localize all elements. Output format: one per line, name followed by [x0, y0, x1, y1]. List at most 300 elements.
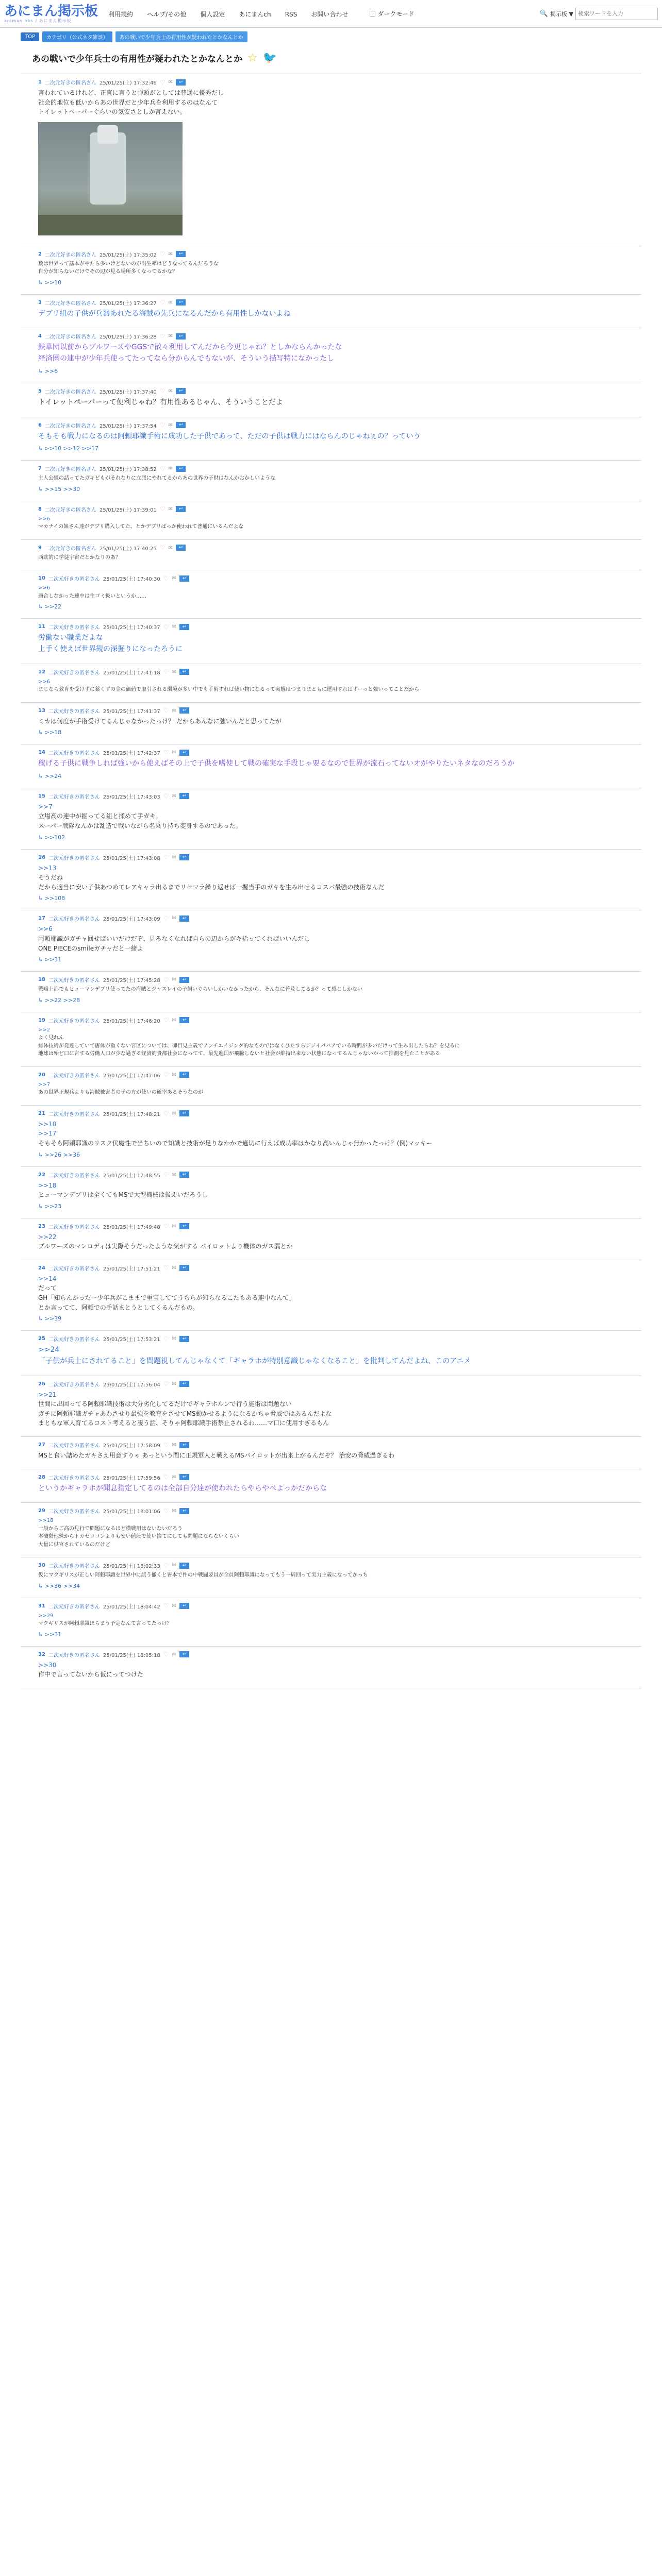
post-meta: [38, 1335, 624, 1343]
heart-icon[interactable]: ♡: [163, 914, 169, 922]
nav-animanch[interactable]: あにまんch: [239, 11, 271, 18]
reply-button[interactable]: ↩: [176, 506, 186, 512]
post-body: [38, 584, 624, 600]
heart-icon[interactable]: ♡: [163, 1071, 169, 1079]
reply-anchor-list[interactable]: [38, 895, 624, 902]
reply-anchor-list[interactable]: [38, 279, 624, 286]
poster-name: 二次元好きの匿名さん: [44, 546, 96, 552]
post-line[interactable]: >>30: [38, 1661, 57, 1669]
checkbox-icon: [370, 11, 375, 16]
post-number[interactable]: 17: [38, 916, 45, 922]
post-meta: [38, 1602, 624, 1610]
reply-arrow-icon: ↳: [38, 1151, 45, 1158]
reply-anchors[interactable]: >>18: [44, 729, 62, 736]
post-meta: [38, 1016, 624, 1024]
reply-anchors[interactable]: >>23: [44, 1202, 62, 1210]
post-meta: [38, 465, 624, 472]
poster-name: 二次元好きの匿名さん: [48, 751, 100, 757]
reply-anchors[interactable]: >>31: [44, 956, 62, 963]
heart-icon[interactable]: ♡: [163, 707, 169, 715]
like-icon[interactable]: ✉: [168, 333, 173, 340]
nav-rss[interactable]: RSS: [285, 11, 297, 18]
post-line: 「子供が兵士にされてること」を問題視してんじゃなくて「ギャラホが特別意識じゃなくなること」を批判してんだよね、このアニメ: [38, 1357, 471, 1365]
reply-button[interactable]: ↩: [179, 1651, 190, 1657]
like-icon[interactable]: ✉: [172, 575, 176, 582]
post-number[interactable]: 29: [38, 1508, 45, 1514]
post: [21, 1218, 641, 1260]
post: [21, 703, 641, 745]
reply-anchors[interactable]: >>108: [44, 895, 65, 902]
reply-button[interactable]: ↩: [179, 624, 190, 630]
post-number[interactable]: 26: [38, 1381, 45, 1387]
reply-anchor-list[interactable]: [38, 1203, 624, 1210]
post-number[interactable]: 28: [38, 1474, 45, 1480]
post-meta: [38, 854, 624, 861]
reply-button[interactable]: ↩: [179, 1474, 190, 1480]
like-icon[interactable]: ✉: [172, 1336, 176, 1342]
post-line[interactable]: >>29: [38, 1613, 54, 1619]
post-meta: [38, 1110, 624, 1117]
heart-icon[interactable]: ♡: [163, 1441, 169, 1449]
post-number[interactable]: 21: [38, 1110, 45, 1116]
like-icon[interactable]: ✉: [168, 545, 173, 551]
reply-anchors[interactable]: >>22 >>28: [44, 996, 80, 1004]
logo-subtext: animan bbs / あにまん掲示板: [4, 18, 72, 23]
heart-icon[interactable]: ♡: [163, 792, 169, 800]
reply-anchors[interactable]: >>10 >>12 >>17: [44, 445, 99, 452]
post-body: [38, 1390, 624, 1428]
post-number[interactable]: 11: [38, 624, 45, 630]
favorite-star-icon[interactable]: ☆: [247, 52, 258, 64]
site-logo[interactable]: [4, 5, 98, 23]
reply-button[interactable]: ↩: [176, 466, 186, 472]
reply-button[interactable]: ↩: [179, 854, 190, 860]
reply-button[interactable]: ↩: [179, 793, 190, 799]
heart-icon[interactable]: ♡: [159, 332, 166, 340]
poster-name: 二次元好きの匿名さん: [48, 1173, 100, 1179]
heart-icon[interactable]: ♡: [163, 749, 169, 756]
post-line[interactable]: >>2: [38, 1027, 51, 1033]
post-number[interactable]: 14: [38, 750, 45, 756]
reply-button[interactable]: ↩: [179, 707, 190, 714]
post-body: [38, 1120, 624, 1148]
like-icon[interactable]: ✉: [168, 299, 173, 306]
post: [21, 246, 641, 295]
poster-name: 二次元好きの匿名さん: [44, 334, 96, 341]
post-number[interactable]: 30: [38, 1563, 45, 1569]
post-number[interactable]: 13: [38, 707, 45, 714]
post: [21, 1503, 641, 1557]
reply-anchors[interactable]: >>102: [44, 834, 65, 841]
post-line: 阿頼耶識がガチャ回せばいいだけだぞ、見ろなくなれば自らの辺からがキ拾ってくればいいんだし: [38, 935, 310, 943]
post-meta: [38, 544, 624, 552]
post-number[interactable]: 3: [38, 299, 42, 306]
post-line: 自分が知らないだけでその辺が見る場所多くなってるかな？: [38, 269, 177, 275]
heart-icon[interactable]: ♡: [159, 250, 166, 258]
poster-name: 二次元好きの匿名さん: [44, 389, 96, 395]
poster-name: 二次元好きの匿名さん: [48, 1475, 100, 1481]
reply-button[interactable]: ↩: [176, 545, 186, 551]
reply-button[interactable]: ↩: [179, 1110, 190, 1116]
post-line: 総体技術が発達していて唐体が重くない宮区については、御目見主義でアンチエイジング的なものではなくひたすらジジイババアでいる時間が多いだけって生み出したらね？を見るに: [38, 1043, 460, 1049]
post-meta: [38, 574, 624, 582]
post-meta: [38, 387, 624, 395]
like-icon[interactable]: ✉: [172, 1442, 176, 1448]
heart-icon[interactable]: ♡: [159, 421, 166, 429]
like-icon[interactable]: ✉: [172, 916, 176, 922]
post-number[interactable]: 27: [38, 1442, 45, 1448]
reply-button[interactable]: ↩: [179, 1508, 190, 1514]
like-icon[interactable]: ✉: [172, 1223, 176, 1229]
reply-arrow-icon: ↳: [38, 1582, 45, 1589]
heart-icon[interactable]: ♡: [163, 1110, 169, 1117]
post-number[interactable]: 2: [38, 251, 42, 257]
post-meta: [38, 1562, 624, 1569]
dark-mode-toggle[interactable]: [370, 9, 415, 18]
post-image[interactable]: [38, 122, 183, 235]
reply-anchor-list[interactable]: [38, 997, 624, 1004]
nav-settings[interactable]: 個人設定: [200, 11, 225, 18]
post: [21, 295, 641, 329]
post-line[interactable]: >>13: [38, 864, 57, 872]
like-icon[interactable]: ✉: [172, 1563, 176, 1569]
post-meta: [38, 1473, 624, 1481]
post-date: 25/01/25(土) 17:40:30: [103, 577, 160, 583]
post-meta: [38, 914, 624, 922]
reply-anchor-list[interactable]: [38, 773, 624, 779]
post-line: ONE PIECEのsmileガチャだと一緒よ: [38, 944, 143, 952]
reply-anchor-list[interactable]: [38, 1151, 624, 1158]
post: [21, 664, 641, 703]
post-number[interactable]: 18: [38, 977, 45, 983]
heart-icon[interactable]: ♡: [159, 465, 166, 472]
reply-anchors[interactable]: >>26 >>36: [44, 1151, 80, 1158]
reply-anchor-list[interactable]: [38, 368, 624, 375]
post-number[interactable]: 8: [38, 506, 42, 512]
like-icon[interactable]: ✉: [172, 1072, 176, 1078]
post-meta: [38, 299, 624, 307]
heart-icon[interactable]: ♡: [163, 1602, 169, 1610]
breadcrumb-current[interactable]: あの戦いで少年兵士の有用性が疑われたとかなんとか: [115, 31, 247, 42]
heart-icon[interactable]: ♡: [163, 1651, 169, 1658]
like-icon[interactable]: ✉: [172, 1651, 176, 1657]
post-body: [38, 397, 624, 409]
post-line: 大量に供官されているのだけど: [38, 1541, 110, 1548]
like-icon[interactable]: ✉: [172, 1017, 176, 1023]
reply-button[interactable]: ↩: [179, 1223, 190, 1229]
reply-button[interactable]: ↩: [176, 251, 186, 257]
reply-button[interactable]: ↩: [179, 1017, 190, 1023]
reply-button[interactable]: ↩: [179, 1265, 190, 1271]
post-body: [38, 431, 624, 443]
post-line[interactable]: >>10: [38, 1120, 57, 1128]
heart-icon[interactable]: ♡: [163, 1171, 169, 1178]
heart-icon[interactable]: ♡: [163, 1507, 169, 1515]
post-body: [38, 1571, 624, 1580]
post-line: 地球は殆ど口に言する労働人口が少な過ぎる経済的貴都社会になってて、最先進国が飛騰しないと社会が維持出来ない状態になってるんじゃないかって推測を見たことがある: [38, 1051, 440, 1057]
post-body: [38, 309, 624, 320]
reply-button[interactable]: ↩: [179, 575, 190, 582]
post-line[interactable]: >>17: [38, 1130, 57, 1138]
reply-arrow-icon: ↳: [38, 996, 45, 1004]
post-date: 25/01/25(土) 17:37:40: [99, 389, 157, 395]
reply-button[interactable]: ↩: [179, 750, 190, 756]
post-number[interactable]: 22: [38, 1172, 45, 1178]
reply-anchors[interactable]: >>39: [44, 1315, 62, 1323]
like-icon[interactable]: ✉: [168, 466, 173, 472]
heart-icon[interactable]: ♡: [163, 1473, 169, 1481]
post-number[interactable]: 10: [38, 575, 45, 582]
heart-icon[interactable]: ♡: [159, 299, 166, 307]
like-icon[interactable]: ✉: [168, 422, 173, 428]
post-number[interactable]: 20: [38, 1072, 45, 1078]
post-number[interactable]: 25: [38, 1336, 45, 1342]
post: [21, 1067, 641, 1106]
post: [21, 619, 641, 664]
post-number[interactable]: 4: [38, 333, 42, 340]
like-icon[interactable]: ✉: [172, 1172, 176, 1178]
reply-anchor-list[interactable]: [38, 834, 624, 841]
reply-button[interactable]: ↩: [179, 1381, 190, 1387]
heart-icon[interactable]: ♡: [163, 668, 169, 676]
reply-anchor-list[interactable]: [38, 1583, 624, 1589]
nav-terms[interactable]: 利用規約: [108, 11, 134, 18]
post: [21, 1376, 641, 1437]
reply-anchors[interactable]: >>24: [44, 772, 62, 779]
poster-name: 二次元好きの匿名さん: [48, 978, 100, 984]
post-body: [38, 474, 624, 483]
reply-button[interactable]: ↩: [179, 1563, 190, 1569]
reply-button[interactable]: ↩: [179, 916, 190, 922]
post: [21, 1557, 641, 1598]
post-line[interactable]: >>18: [38, 1181, 57, 1189]
post-number[interactable]: 16: [38, 854, 45, 860]
post-meta: [38, 421, 624, 429]
nav-help[interactable]: ヘルプ/その他: [147, 11, 187, 18]
post-line[interactable]: >>24: [38, 1346, 60, 1354]
poster-name: 二次元好きの匿名さん: [48, 1224, 100, 1230]
post-body: [38, 1483, 624, 1495]
reply-anchors[interactable]: >>36 >>34: [44, 1582, 80, 1589]
reply-anchors[interactable]: >>10: [44, 279, 62, 286]
post-number[interactable]: 23: [38, 1223, 45, 1229]
post: [21, 910, 641, 972]
like-icon[interactable]: ✉: [172, 1474, 176, 1480]
post-line[interactable]: >>14: [38, 1275, 57, 1282]
poster-name: 二次元好きの匿名さん: [48, 917, 100, 923]
twitter-icon[interactable]: 🐦: [262, 52, 277, 64]
like-icon[interactable]: ✉: [172, 977, 176, 983]
like-icon[interactable]: ✉: [172, 669, 176, 675]
post-number[interactable]: 9: [38, 545, 42, 551]
like-icon[interactable]: ✉: [172, 854, 176, 860]
post-line[interactable]: >>7: [38, 803, 53, 810]
search-area: [540, 8, 658, 20]
post-date: 25/01/25(土) 17:43:08: [103, 855, 160, 861]
post-date: 25/01/25(土) 17:47:06: [103, 1073, 160, 1079]
post: [21, 1260, 641, 1331]
thread-main: [21, 43, 641, 1688]
post-body: [38, 88, 624, 117]
post-number[interactable]: 5: [38, 388, 42, 394]
post: [21, 74, 641, 246]
post-meta: [38, 1380, 624, 1388]
like-icon[interactable]: ✉: [168, 388, 173, 394]
post-number[interactable]: 6: [38, 422, 42, 428]
post-meta: [38, 78, 624, 86]
post-body: [38, 515, 624, 531]
reply-button[interactable]: ↩: [179, 669, 190, 675]
poster-name: 二次元好きの匿名さん: [48, 577, 100, 583]
post-line[interactable]: >>6: [38, 516, 51, 522]
post-number[interactable]: 32: [38, 1651, 45, 1657]
like-icon[interactable]: ✉: [168, 251, 173, 257]
reply-arrow-icon: ↳: [38, 772, 45, 779]
reply-button[interactable]: ↩: [176, 388, 186, 394]
post: [21, 1012, 641, 1067]
post: [21, 328, 641, 383]
post-line[interactable]: >>21: [38, 1391, 57, 1398]
poster-name: 二次元好きの匿名さん: [48, 1604, 100, 1610]
post: [21, 1647, 641, 1688]
post-number[interactable]: 1: [38, 79, 42, 85]
post-line: トイレットペーパーって便利じゃね？有用性あるじゃん、そういうことだよ: [38, 398, 283, 406]
post-line: 世間に出回ってる阿頼耶識技術は大分劣化してるだけでギャラホルンで行う施術は問題ない: [38, 1400, 292, 1408]
heart-icon[interactable]: ♡: [163, 1380, 169, 1388]
reply-arrow-icon: ↳: [38, 1202, 45, 1210]
reply-anchors[interactable]: >>15 >>30: [44, 485, 80, 493]
like-icon[interactable]: ✉: [172, 1603, 176, 1609]
post-date: 25/01/25(土) 17:46:20: [103, 1018, 160, 1024]
post-number[interactable]: 19: [38, 1017, 45, 1023]
reply-arrow-icon: ↳: [38, 445, 45, 452]
heart-icon[interactable]: ♡: [163, 1016, 169, 1024]
like-icon[interactable]: ✉: [172, 624, 176, 630]
heart-icon[interactable]: ♡: [163, 623, 169, 631]
post-meta: [38, 668, 624, 676]
reply-anchor-list[interactable]: [38, 445, 624, 452]
reply-anchor-list[interactable]: [38, 956, 624, 963]
post-date: 25/01/25(土) 17:48:21: [103, 1111, 160, 1117]
heart-icon[interactable]: ♡: [163, 1223, 169, 1230]
like-icon[interactable]: ✉: [172, 1265, 176, 1271]
reply-button[interactable]: ↩: [179, 1072, 190, 1078]
reply-button[interactable]: ↩: [176, 299, 186, 306]
post-line[interactable]: >>6: [38, 585, 51, 591]
post-meta: [38, 1264, 624, 1272]
poster-name: 二次元好きの匿名さん: [48, 1509, 100, 1515]
post-line: 数は世界って基本がやたら多いけどないのが出生率はどうなってるんだろうな: [38, 261, 219, 267]
heart-icon[interactable]: ♡: [159, 78, 166, 86]
like-icon[interactable]: ✉: [172, 793, 176, 799]
heart-icon[interactable]: ♡: [163, 976, 169, 984]
reply-arrow-icon: ↳: [38, 1315, 45, 1323]
post-line[interactable]: >>18: [38, 1518, 54, 1524]
reply-button[interactable]: ↩: [176, 422, 186, 428]
post-line: 一般からご高の見行で問題になるほど横戦用はないないだろう: [38, 1526, 183, 1532]
breadcrumb-top[interactable]: TOP: [21, 32, 39, 41]
post-date: 25/01/25(土) 17:49:48: [103, 1224, 160, 1230]
reply-button[interactable]: ↩: [179, 1603, 190, 1609]
post: [21, 540, 641, 571]
like-icon[interactable]: ✉: [172, 707, 176, 714]
heart-icon[interactable]: ♡: [159, 505, 166, 513]
post: [21, 570, 641, 619]
post-date: 25/01/25(土) 17:48:55: [103, 1173, 160, 1179]
reply-anchor-list[interactable]: [38, 729, 624, 736]
reply-button[interactable]: ↩: [176, 333, 186, 340]
poster-name: 二次元好きの匿名さん: [44, 507, 96, 513]
like-icon[interactable]: ✉: [172, 750, 176, 756]
post-line[interactable]: >>7: [38, 1081, 51, 1088]
reply-anchor-list[interactable]: [38, 603, 624, 610]
reply-anchor-list[interactable]: [38, 1631, 624, 1638]
post-number[interactable]: 7: [38, 466, 42, 472]
post-number[interactable]: 24: [38, 1265, 45, 1271]
post: [21, 1331, 641, 1376]
reply-anchor-list[interactable]: [38, 486, 624, 493]
reply-anchors[interactable]: >>6: [44, 367, 58, 375]
like-icon[interactable]: ✉: [172, 1508, 176, 1514]
poster-name: 二次元好きの匿名さん: [44, 467, 96, 473]
nav-contact[interactable]: お問い合わせ: [311, 11, 349, 18]
post-meta: [38, 1441, 624, 1449]
reply-button[interactable]: ↩: [179, 1172, 190, 1178]
post-number[interactable]: 31: [38, 1603, 45, 1609]
post-line: 経済圏の連中が少年兵使ってたってなら分からんでもないが、そういう描写特になかったし: [38, 354, 334, 363]
heart-icon[interactable]: ♡: [163, 854, 169, 861]
reply-anchors[interactable]: >>22: [44, 603, 62, 611]
heart-icon[interactable]: ♡: [163, 1562, 169, 1569]
heart-icon[interactable]: ♡: [163, 1335, 169, 1343]
heart-icon[interactable]: ♡: [159, 387, 166, 395]
reply-anchor-list[interactable]: [38, 1315, 624, 1322]
reply-button[interactable]: ↩: [179, 1336, 190, 1342]
post-body: [38, 1274, 624, 1312]
reply-button[interactable]: ↩: [176, 79, 186, 86]
post: [21, 501, 641, 540]
post-meta: [38, 505, 624, 513]
like-icon[interactable]: ✉: [168, 506, 173, 512]
heart-icon[interactable]: ♡: [163, 574, 169, 582]
like-icon[interactable]: ✉: [168, 79, 173, 85]
post-date: 25/01/25(土) 17:53:21: [103, 1337, 160, 1343]
post: [21, 417, 641, 461]
post-number[interactable]: 12: [38, 669, 45, 675]
post-line: MSと食い詰めたガキさえ用意すりゃ あっという間に正規軍人と戦えるMSパイロットが出来上がるんだぞ？ 治安の脅威過ぎるわ: [38, 1452, 395, 1459]
post-line[interactable]: >>22: [38, 1233, 57, 1241]
poster-name: 二次元好きの匿名さん: [48, 1073, 100, 1079]
reply-button[interactable]: ↩: [179, 977, 190, 983]
reply-button[interactable]: ↩: [179, 1442, 190, 1448]
post-line: 仮にマクギリスが正しい阿頼耶識を世界中に試う撤くと皆本で件の中戦闘要員が全員阿頼耶識になってもう一周回って実力主義になってかっち: [38, 1572, 368, 1579]
search-scope-select[interactable]: 掲示板 ▼: [550, 10, 573, 18]
breadcrumb-category[interactable]: カテゴリ（公式ネタ雑談）: [42, 31, 112, 42]
post-number[interactable]: 15: [38, 793, 45, 799]
search-input[interactable]: [575, 8, 658, 20]
like-icon[interactable]: ✉: [172, 1381, 176, 1387]
breadcrumb: [0, 28, 662, 45]
heart-icon[interactable]: ♡: [159, 544, 166, 552]
reply-arrow-icon: ↳: [38, 956, 45, 963]
poster-name: 二次元好きの匿名さん: [48, 708, 100, 715]
post-line[interactable]: >>6: [38, 925, 53, 933]
like-icon[interactable]: ✉: [172, 1110, 176, 1116]
post-line: マカナイの娘さん達がデブリ購入してた、とかデブリばっか使われて普通にいるんだよな: [38, 524, 244, 530]
reply-anchors[interactable]: >>31: [44, 1631, 62, 1638]
heart-icon[interactable]: ♡: [163, 1264, 169, 1272]
post-line[interactable]: >>6: [38, 679, 51, 685]
